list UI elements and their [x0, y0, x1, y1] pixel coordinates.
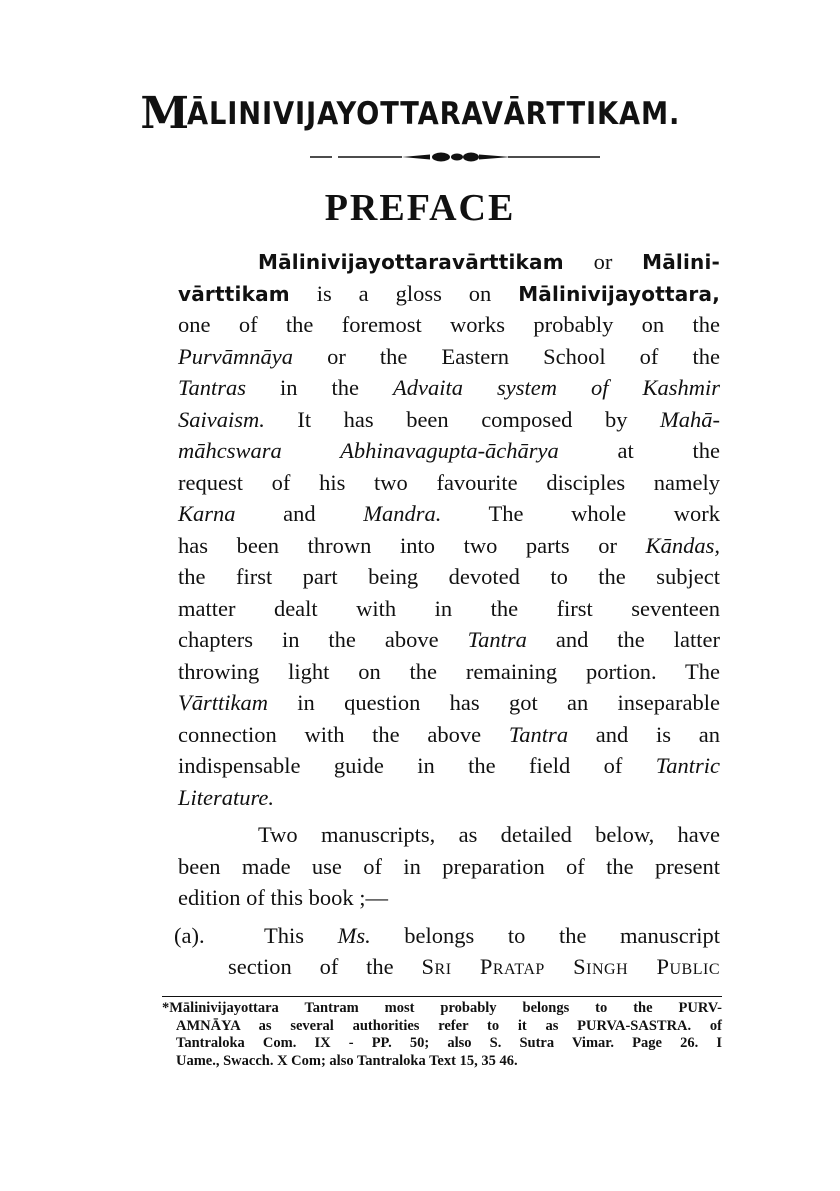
body-text — [174, 246, 720, 983]
footnote — [162, 1000, 722, 1070]
text-line: one of the foremost works probably on the — [178, 312, 720, 337]
text-line: Tantras in the Advaita system of Kashmir — [178, 375, 720, 400]
text-line: Two manuscripts, as detailed below, have — [258, 822, 720, 847]
running-title-text: ĀLINIVIJAYOTTARAVĀRTTIKAM. — [187, 96, 681, 132]
text-line: indispensable guide in the field of Tantric — [178, 753, 720, 778]
text-line: matter dealt with in the first seventeen — [178, 595, 720, 621]
footnote-line: Uame., Swacch. X Com; also Tantraloka Text 15, 35 46. — [176, 1052, 518, 1069]
text-line: māhcswara Abhinavagupta-āchārya at the — [178, 438, 720, 463]
text-line: request of his two favourite disciples namely — [178, 469, 720, 495]
footnote-line: *Mālinivijayottara Tantram most probably belongs to the PURV- — [162, 1000, 722, 1016]
text-line: Mālinivijayottaravārttikam or Mālini- — [258, 249, 720, 274]
footnote-line: Tantraloka Com. IX - PP. 50; also S. Sutra Vimar. Page 26. I — [176, 1035, 722, 1051]
list-marker: (a). — [174, 922, 205, 948]
text-line: connection with the above Tantra and is an — [178, 721, 720, 747]
text-line: section of the Sri Pratap Singh Public — [228, 954, 720, 979]
text-line: chapters in the above Tantra and the latter — [178, 627, 720, 652]
footnote-rule — [162, 996, 722, 997]
running-title — [0, 88, 840, 139]
text-line: vārttikam is a gloss on Mālinivijayottara, — [178, 280, 720, 306]
text-line: Literature. — [178, 784, 275, 810]
text-line: has been thrown into two parts or Kāndas, — [178, 532, 720, 558]
preface-heading: PREFACE — [324, 187, 516, 229]
footnote-line: AMNĀYA as several authorities refer to it as PURVA-SASTRA. of — [176, 1017, 722, 1034]
text-line: Karna and Mandra. The whole work — [178, 501, 720, 526]
text-line: throwing light on the remaining portion. The — [178, 658, 720, 684]
decorative-initial: M — [140, 88, 188, 139]
text-line: the first part being devoted to the subject — [178, 564, 720, 589]
text-line: Saivaism. It has been composed by Mahā- — [178, 406, 720, 432]
ornament-divider — [310, 150, 600, 164]
text-line: Vārttikam in question has got an inseparable — [178, 690, 720, 715]
text-line: Purvāmnāya or the Eastern School of the — [178, 343, 720, 369]
text-line: edition of this book ;— — [178, 885, 388, 910]
list-item-a: (a). This Ms. belongs to the manuscript — [174, 920, 720, 952]
text-line: been made use of in preparation of the present — [178, 853, 720, 879]
